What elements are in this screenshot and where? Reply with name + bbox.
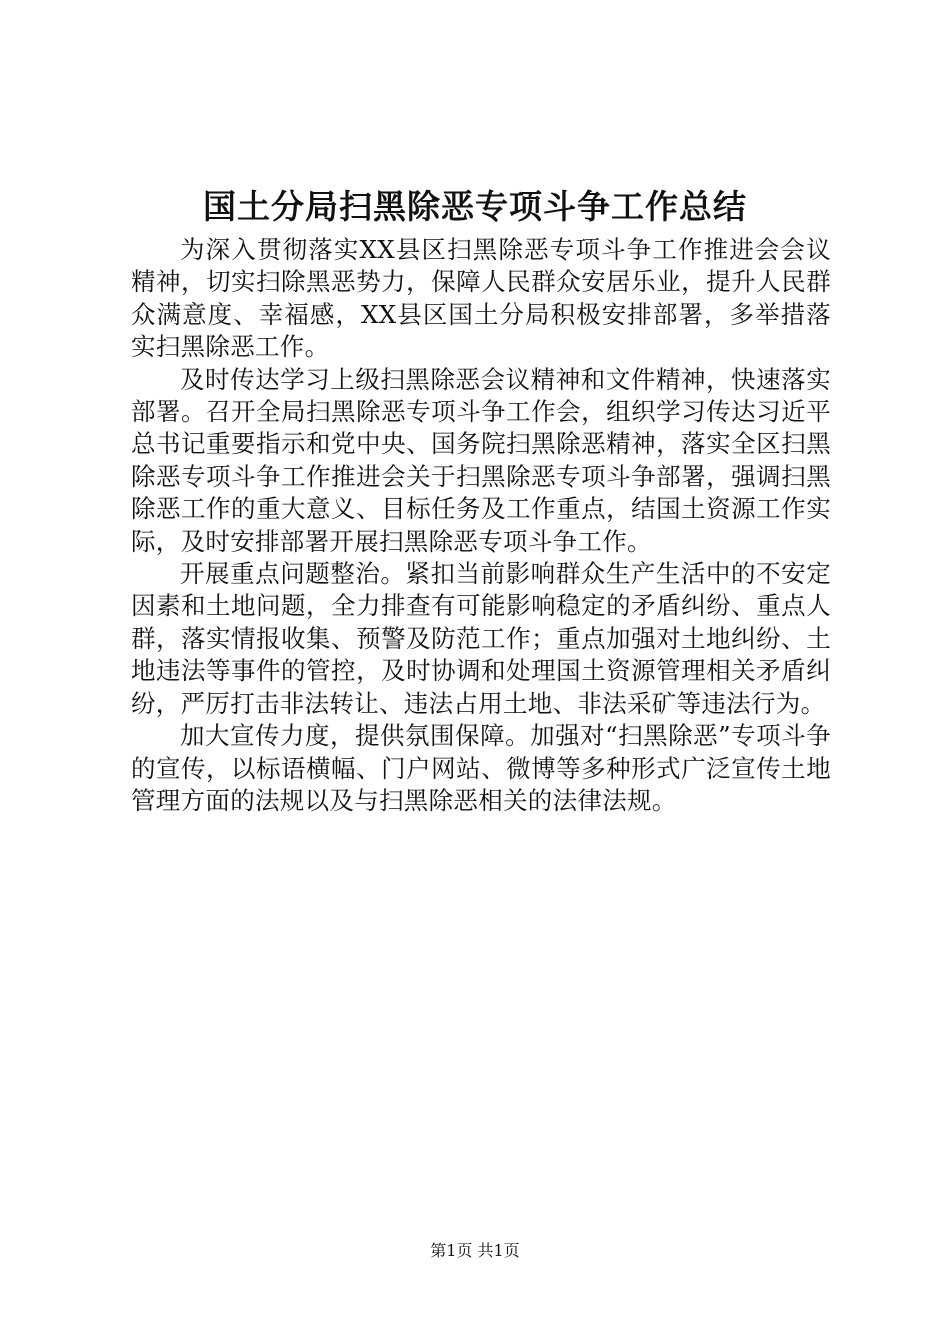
document-title: 国土分局扫黑除恶专项斗争工作总结 [203, 187, 747, 226]
paragraph-publicity: 加大宣传力度，提供氛围保障。加强对“扫黑除恶”专项斗争的宣传，以标语横幅、门户网站、微博等多种形式广泛宣传土地管理方面的法规以及与扫黑除恶相关的法律法规。 [131, 721, 831, 815]
paragraph-rectification: 开展重点问题整治。紧扣当前影响群众生产生活中的不安定因素和土地问题，全力排查有可能影响稳定的矛盾纠纷、重点人群，落实情报收集、预警及防范工作；重点加强对土地纠纷、土地违法等事件的管控，及时协调和处理国土资源管理相关矛盾纠纷，严厉打击非法转让、违法占用土地、非法采矿等违法行为。 [131, 559, 831, 718]
page-footer: 第1页 共1页 [430, 1241, 520, 1260]
paragraph-intro: 为深入贯彻落实XX县区扫黑除恶专项斗争工作推进会会议精神，切实扫除黑恶势力，保障人民群众安居乐业，提升人民群众满意度、幸福感，XX县区国土分局积极安排部署，多举措落实扫黑除恶工作。 [131, 235, 831, 362]
document-body [131, 234, 831, 817]
paragraph-deployment: 及时传达学习上级扫黑除恶会议精神和文件精神，快速落实部署。召开全局扫黑除恶专项斗争工作会，组织学习传达习近平总书记重要指示和党中央、国务院扫黑除恶精神，落实全区扫黑除恶专项斗争工作推进会关于扫黑除恶专项斗争部署，强调扫黑除恶工作的重大意义、目标任务及工作重点，结国土资源工作实际，及时安排部署开展扫黑除恶专项斗争工作。 [131, 364, 831, 556]
